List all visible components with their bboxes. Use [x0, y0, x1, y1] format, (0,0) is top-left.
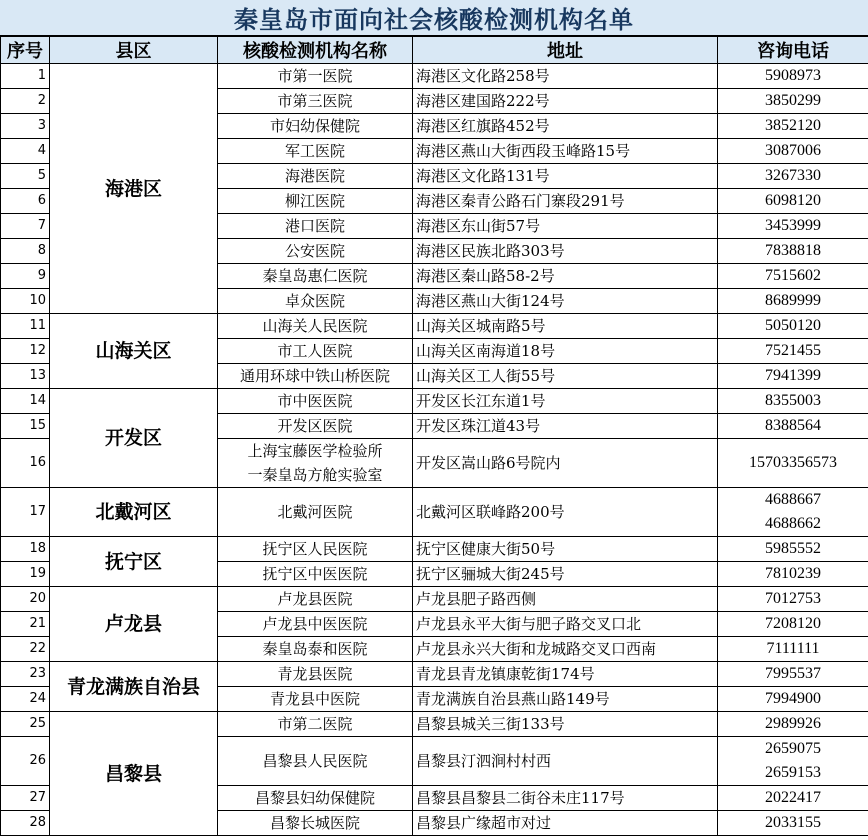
institution-name: 北戴河医院 — [218, 488, 413, 537]
address: 开发区珠江道43号 — [413, 414, 718, 439]
phone: 7838818 — [718, 239, 868, 264]
address: 卢龙县永平大街与肥子路交叉口北 — [413, 612, 718, 637]
row-no: 19 — [1, 562, 50, 587]
phone: 8355003 — [718, 389, 868, 414]
institution-name: 军工医院 — [218, 139, 413, 164]
address: 海港区秦山路58-2号 — [413, 264, 718, 289]
phone: 7515602 — [718, 264, 868, 289]
address: 海港区燕山大街西段玉峰路15号 — [413, 139, 718, 164]
institution-line: 一秦皇岛方舱实验室 — [247, 466, 383, 484]
institution-line: 上海宝藤医学检验所 — [247, 442, 383, 460]
phone: 3850299 — [718, 89, 868, 114]
phone: 3852120 — [718, 114, 868, 139]
phone: 7995537 — [718, 662, 868, 687]
row-no: 26 — [1, 737, 50, 786]
district-cell: 山海关区 — [50, 314, 218, 389]
phone: 7941399 — [718, 364, 868, 389]
institution-name: 海港医院 — [218, 164, 413, 189]
phone: 3267330 — [718, 164, 868, 189]
row-no: 11 — [1, 314, 50, 339]
row-no: 14 — [1, 389, 50, 414]
table-row — [1, 389, 868, 414]
address: 海港区文化路258号 — [413, 64, 718, 89]
institution-name: 市妇幼保健院 — [218, 114, 413, 139]
institution-name: 市第二医院 — [218, 712, 413, 737]
phone: 7810239 — [718, 562, 868, 587]
district-cell: 青龙满族自治县 — [50, 662, 218, 712]
row-no: 1 — [1, 64, 50, 89]
phone-line: 4688667 — [765, 491, 821, 508]
address: 昌黎县城关三街133号 — [413, 712, 718, 737]
address: 抚宁区骊城大街245号 — [413, 562, 718, 587]
row-no: 6 — [1, 189, 50, 214]
row-no: 28 — [1, 811, 50, 836]
row-no: 22 — [1, 637, 50, 662]
institution-name: 通用环球中铁山桥医院 — [218, 364, 413, 389]
row-no: 12 — [1, 339, 50, 364]
institution-name: 抚宁区中医医院 — [218, 562, 413, 587]
row-no: 16 — [1, 439, 50, 488]
district-cell: 抚宁区 — [50, 537, 218, 587]
institution-name: 青龙县中医院 — [218, 687, 413, 712]
institution-name: 市第三医院 — [218, 89, 413, 114]
institution-name: 昌黎县妇幼保健院 — [218, 786, 413, 811]
address: 海港区红旗路452号 — [413, 114, 718, 139]
address: 青龙县青龙镇康乾街174号 — [413, 662, 718, 687]
institution-name: 秦皇岛泰和医院 — [218, 637, 413, 662]
district-cell: 卢龙县 — [50, 587, 218, 662]
phone: 3453999 — [718, 214, 868, 239]
institution-name: 昌黎长城医院 — [218, 811, 413, 836]
row-no: 27 — [1, 786, 50, 811]
phone: 3087006 — [718, 139, 868, 164]
row-no: 24 — [1, 687, 50, 712]
row-no: 13 — [1, 364, 50, 389]
address: 山海关区工人街55号 — [413, 364, 718, 389]
phone-line: 4688662 — [765, 515, 821, 532]
phone: 8388564 — [718, 414, 868, 439]
institution-name: 开发区医院 — [218, 414, 413, 439]
address: 海港区东山街57号 — [413, 214, 718, 239]
district-cell: 海港区 — [50, 64, 218, 314]
header-row — [1, 37, 868, 64]
row-no: 3 — [1, 114, 50, 139]
address: 卢龙县永兴大街和龙城路交叉口西南 — [413, 637, 718, 662]
address: 海港区燕山大街124号 — [413, 289, 718, 314]
institution-name: 柳江医院 — [218, 189, 413, 214]
phone: 5908973 — [718, 64, 868, 89]
table-row — [1, 662, 868, 687]
institution-table — [0, 36, 868, 836]
table-row — [1, 488, 868, 537]
phone: 15703356573 — [718, 439, 868, 488]
phone: 7208120 — [718, 612, 868, 637]
table-row — [1, 712, 868, 737]
institution-name: 卢龙县中医医院 — [218, 612, 413, 637]
district-cell: 开发区 — [50, 389, 218, 488]
row-no: 10 — [1, 289, 50, 314]
institution-name: 卓众医院 — [218, 289, 413, 314]
phone: 7994900 — [718, 687, 868, 712]
page-title: 秦皇岛市面向社会核酸检测机构名单 — [0, 0, 868, 36]
table-row — [1, 587, 868, 612]
address: 海港区建国路222号 — [413, 89, 718, 114]
row-no: 9 — [1, 264, 50, 289]
institution-name: 昌黎县人民医院 — [218, 737, 413, 786]
phone: 7012753 — [718, 587, 868, 612]
phone: 6098120 — [718, 189, 868, 214]
address: 昌黎县汀泗涧村村西 — [413, 737, 718, 786]
phone: 8689999 — [718, 289, 868, 314]
phone: 2989926 — [718, 712, 868, 737]
address: 海港区文化路131号 — [413, 164, 718, 189]
address: 海港区秦青公路石门寨段291号 — [413, 189, 718, 214]
header-phone: 咨询电话 — [718, 37, 868, 64]
institution-name: 秦皇岛惠仁医院 — [218, 264, 413, 289]
row-no: 25 — [1, 712, 50, 737]
address: 海港区民族北路303号 — [413, 239, 718, 264]
phone — [718, 737, 868, 786]
institution-name: 市第一医院 — [218, 64, 413, 89]
row-no: 20 — [1, 587, 50, 612]
address: 开发区嵩山路6号院内 — [413, 439, 718, 488]
institution-name — [218, 439, 413, 488]
row-no: 8 — [1, 239, 50, 264]
address: 卢龙县肥子路西侧 — [413, 587, 718, 612]
header-no: 序号 — [1, 37, 50, 64]
district-cell: 北戴河区 — [50, 488, 218, 537]
row-no: 5 — [1, 164, 50, 189]
institution-name: 港口医院 — [218, 214, 413, 239]
phone — [718, 488, 868, 537]
address: 昌黎县广缘超市对过 — [413, 811, 718, 836]
institution-name: 市中医医院 — [218, 389, 413, 414]
header-address: 地址 — [413, 37, 718, 64]
phone: 5050120 — [718, 314, 868, 339]
row-no: 4 — [1, 139, 50, 164]
phone-line: 2659075 — [765, 740, 821, 757]
header-institution: 核酸检测机构名称 — [218, 37, 413, 64]
table-row — [1, 314, 868, 339]
address: 昌黎县昌黎县二街谷未庄117号 — [413, 786, 718, 811]
address: 北戴河区联峰路200号 — [413, 488, 718, 537]
institution-name: 市工人医院 — [218, 339, 413, 364]
address: 山海关区南海道18号 — [413, 339, 718, 364]
institution-name: 青龙县医院 — [218, 662, 413, 687]
row-no: 23 — [1, 662, 50, 687]
phone: 7111111 — [718, 637, 868, 662]
table-row — [1, 537, 868, 562]
row-no: 17 — [1, 488, 50, 537]
row-no: 21 — [1, 612, 50, 637]
phone: 2022417 — [718, 786, 868, 811]
phone-line: 2659153 — [765, 764, 821, 781]
row-no: 15 — [1, 414, 50, 439]
institution-name: 山海关人民医院 — [218, 314, 413, 339]
row-no: 18 — [1, 537, 50, 562]
phone: 5985552 — [718, 537, 868, 562]
header-district: 县区 — [50, 37, 218, 64]
address: 开发区长江东道1号 — [413, 389, 718, 414]
address: 山海关区城南路5号 — [413, 314, 718, 339]
address: 抚宁区健康大街50号 — [413, 537, 718, 562]
address: 青龙满族自治县燕山路149号 — [413, 687, 718, 712]
phone: 7521455 — [718, 339, 868, 364]
table-row — [1, 64, 868, 89]
institution-name: 抚宁区人民医院 — [218, 537, 413, 562]
phone: 2033155 — [718, 811, 868, 836]
row-no: 2 — [1, 89, 50, 114]
district-cell: 昌黎县 — [50, 712, 218, 836]
institution-name: 卢龙县医院 — [218, 587, 413, 612]
row-no: 7 — [1, 214, 50, 239]
institution-name: 公安医院 — [218, 239, 413, 264]
